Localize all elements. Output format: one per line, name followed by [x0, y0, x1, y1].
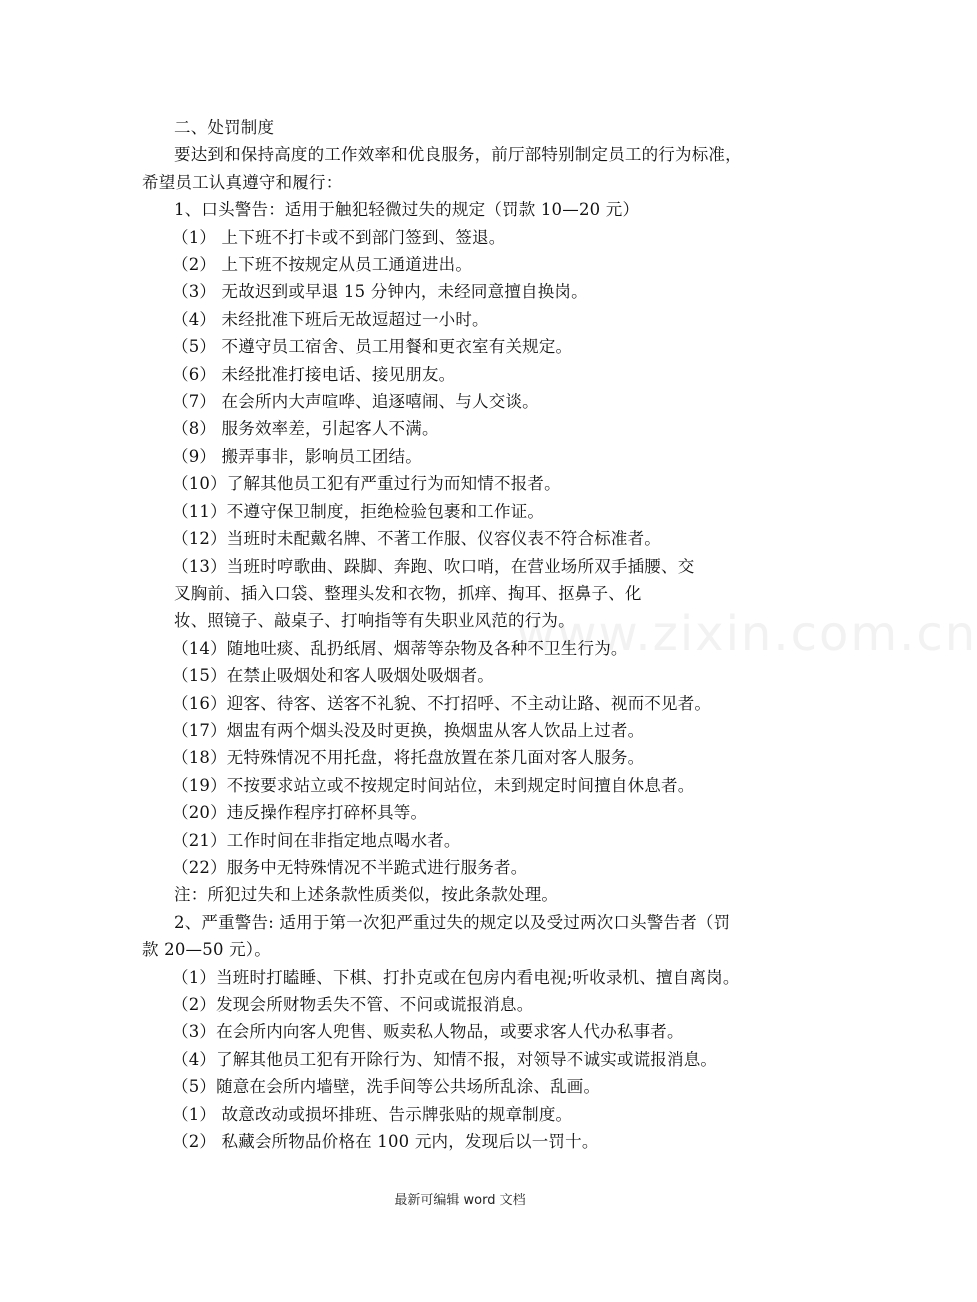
list-item-continuation: 叉胸前、插入口袋、整理头发和衣物，抓痒、掏耳、抠鼻子、化	[174, 583, 642, 603]
list-item: （4） 未经批准下班后无故逗超过一小时。	[172, 309, 489, 329]
list-item: （1） 故意改动或损坏排班、告示牌张贴的规章制度。	[172, 1104, 573, 1124]
list-item: （1） 上下班不打卡或不到部门签到、签退。	[172, 227, 506, 247]
list-item: （12）当班时未配戴名牌、不著工作服、仪容仪表不符合标准者。	[172, 529, 661, 549]
intro-line-1: 要达到和保持高度的工作效率和优良服务，前厅部特别制定员工的行为标准，	[174, 145, 742, 165]
list-item: （11）不遵守保卫制度，拒绝检验包裹和工作证。	[172, 501, 545, 521]
note: 注：所犯过失和上述条款性质类似，按此条款处理。	[174, 885, 559, 905]
list-item: （8） 服务效率差，引起客人不满。	[172, 419, 439, 439]
list-item: （20）违反操作程序打碎杯具等。	[172, 803, 428, 823]
list-item: （3）在会所内向客人兜售、贩卖私人物品，或要求客人代办私事者。	[172, 1022, 684, 1042]
section-1-title: 1、口头警告：适用于触犯轻微过失的规定（罚款 10—20 元）	[174, 200, 640, 220]
list-item-continuation: 妆、照镜子、敲桌子、打响指等有失职业风范的行为。	[174, 611, 575, 631]
list-item: （1）当班时打瞌睡、下棋、打扑克或在包房内看电视;听收录机、擅自离岗。	[172, 967, 740, 987]
list-item: （9） 搬弄事非，影响员工团结。	[172, 446, 422, 466]
list-item: （14）随地吐痰、乱扔纸屑、烟蒂等杂物及各种不卫生行为。	[172, 638, 628, 658]
list-item: （6） 未经批准打接电话、接见朋友。	[172, 364, 456, 384]
section-heading: 二、处罚制度	[174, 118, 275, 137]
list-item: （5） 不遵守员工宿舍、员工用餐和更衣室有关规定。	[172, 337, 573, 357]
list-item: （5）随意在会所内墙壁，洗手间等公共场所乱涂、乱画。	[172, 1077, 601, 1097]
list-item: （18）无特殊情况不用托盘，将托盘放置在茶几面对客人服务。	[172, 748, 645, 768]
section-2-title: 2、严重警告: 适用于第一次犯严重过失的规定以及受过两次口头警告者（罚	[174, 912, 731, 932]
list-item: （4）了解其他员工犯有开除行为、知情不报，对领导不诚实或谎报消息。	[172, 1049, 718, 1069]
list-item: （10）了解其他员工犯有严重过行为而知情不报者。	[172, 474, 561, 494]
page-footer: 最新可编辑 word 文档	[394, 1193, 526, 1208]
list-item: （17）烟盅有两个烟头没及时更换，换烟盅从客人饮品上过者。	[172, 720, 645, 740]
list-item: （2）发现会所财物丢失不管、不问或谎报消息。	[172, 995, 534, 1014]
list-item: （2） 私藏会所物品价格在 100 元内，发现后以一罚十。	[172, 1132, 599, 1152]
list-item: （13）当班时哼歌曲、跺脚、奔跑、吹口哨，在营业场所双手插腰、交	[172, 556, 695, 576]
list-item: （21）工作时间在非指定地点喝水者。	[172, 830, 461, 850]
list-item: （22）服务中无特殊情况不半跪式进行服务者。	[172, 857, 528, 877]
section-2-title-cont: 款 20—50 元）。	[142, 940, 271, 960]
list-item: （15）在禁止吸烟处和客人吸烟处吸烟者。	[172, 666, 494, 686]
intro-line-2: 希望员工认真遵守和履行：	[142, 172, 343, 192]
list-item: （19）不按要求站立或不按规定时间站位，未到规定时间擅自休息者。	[172, 775, 695, 795]
watermark: www.zixin.com.cn	[516, 606, 977, 662]
list-item: （16）迎客、待客、送客不礼貌、不打招呼、不主动让路、视而不见者。	[172, 693, 712, 713]
list-item: （2） 上下班不按规定从员工通道进出。	[172, 255, 473, 275]
list-item: （7） 在会所内大声喧哗、追逐嘻闹、与人交谈。	[172, 392, 539, 412]
list-item: （3） 无故迟到或早退 15 分钟内，未经同意擅自换岗。	[172, 282, 588, 302]
document-body	[142, 114, 790, 1155]
